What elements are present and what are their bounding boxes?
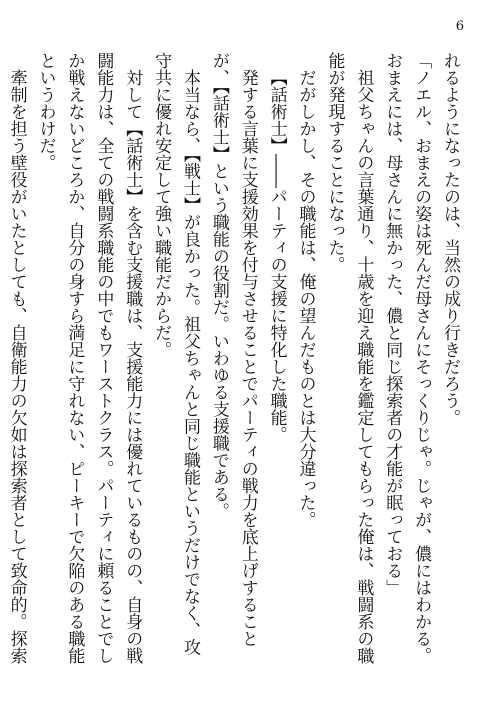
paragraph-5: 【話術士】――パーティの支援に特化した職能。: [266, 69, 287, 443]
paragraph-3: 祖父ちゃんの言葉通り、十歳を迎え職能を鑑定してもらった俺は、戦闘系の職能が発現することになった。: [324, 52, 374, 664]
paragraph-9: 牽制を担う壁役がいたとしても、自衛能力の欠如は探索者として致命的。探索: [6, 69, 27, 664]
paragraph-8: 対して【話術士】を含む支援職は、支援能力には優れているものの、自身の戦闘能力は、全ての戦闘系職能の中でもワーストクラス。パーティに頼ることでしか戦えないどころか、自分の身すら満足に守れない、ピーキーで欠陥のある職能というわけだ。: [35, 52, 143, 664]
paragraph-6: 発する言葉に支援効果を付与させることでパーティの戦力を底上げすることが、【話術士】という職能の役割だ。いわゆる支援職である。: [208, 52, 258, 647]
paragraph-4: だがしかし、その職能は、俺の望んだものとは大分違った。: [295, 69, 316, 528]
page-number: 6: [455, 19, 464, 34]
paragraph-2-quote: 「ノエル、おまえの姿は死んだ母さんにそっくりじゃ。じゃが、儂にはわかる。おまえには、母さんに無かった、儂と同じ探索者の才能が眠っておる」: [382, 52, 432, 664]
body-text: [6, 52, 464, 664]
paragraph-7: 本当なら、【戦士】が良かった。祖父ちゃんと同じ職能というだけでなく、攻守共に優れ安定して強い職能だからだ。: [151, 52, 200, 656]
paragraph-1: れるようになったのは、当然の成り行きだろう。: [440, 52, 460, 426]
